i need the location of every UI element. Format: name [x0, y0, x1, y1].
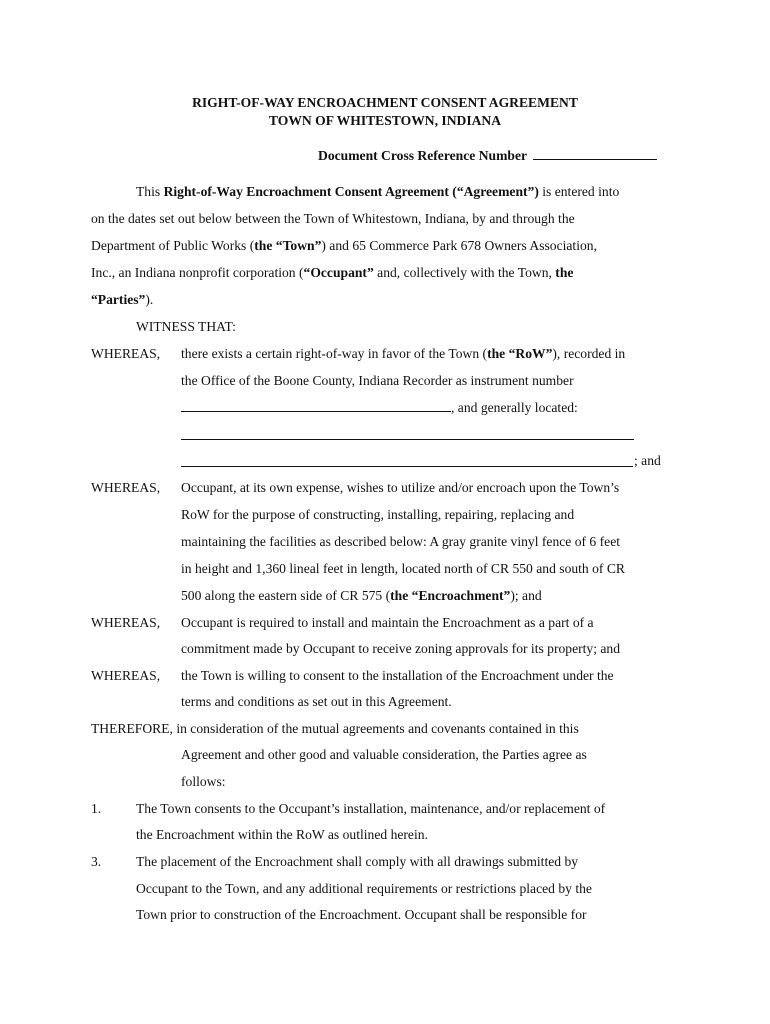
- whereas-2-line-2: RoW for the purpose of constructing, installing, repairing, replacing and: [181, 507, 575, 522]
- therefore-line-1: THEREFORE, in consideration of the mutual agreements and covenants contained in this: [91, 721, 579, 736]
- intro-line-2: on the dates set out below between the Town of Whitestown, Indiana, by and through the: [91, 211, 575, 226]
- whereas-1-line-1: there exists a certain right-of-way in favor of the Town (the “RoW”), recorded in: [181, 346, 626, 361]
- whereas-4-line-2: terms and conditions as set out in this Agreement.: [181, 694, 452, 709]
- whereas-2-line-5: 500 along the eastern side of CR 575 (the “Encroachment”); and: [181, 588, 542, 603]
- whereas-3-line-2: commitment made by Occupant to receive zoning approvals for its property; and: [181, 641, 621, 656]
- instrument-number-blank: [181, 399, 451, 412]
- intro-line-5: “Parties”).: [91, 292, 154, 307]
- item-1-line-2: the Encroachment within the RoW as outlined herein.: [136, 827, 428, 842]
- whereas-1-line-2: the Office of the Boone County, Indiana Recorder as instrument number: [181, 373, 574, 388]
- intro-line-1: This Right-of-Way Encroachment Consent Agreement (“Agreement”) is entered into: [136, 184, 620, 199]
- item-1-number: 1.: [91, 801, 102, 816]
- location-blank-2: [181, 466, 633, 467]
- location-blank-1: [181, 439, 634, 440]
- item-3-line-1: The placement of the Encroachment shall comply with all drawings submitted by: [136, 854, 579, 869]
- therefore-line-3: follows:: [181, 774, 226, 789]
- whereas-1-line-5: ; and: [634, 453, 661, 468]
- item-3-line-3: Town prior to construction of the Encroachment. Occupant shall be responsible for: [136, 907, 587, 922]
- whereas-label-4: WHEREAS,: [91, 668, 161, 683]
- whereas-label-2: WHEREAS,: [91, 480, 161, 495]
- intro-line-3: Department of Public Works (the “Town”) and 65 Commerce Park 678 Owners Association,: [91, 238, 597, 253]
- whereas-4-line-1: the Town is willing to consent to the installation of the Encroachment under the: [181, 668, 614, 683]
- cross-reference: [318, 147, 657, 164]
- whereas-label-1: WHEREAS,: [91, 346, 161, 361]
- intro-line-4: Inc., an Indiana nonprofit corporation (“Occupant” and, collectively with the Town, the: [91, 265, 574, 280]
- whereas-1-line-3: , and generally located:: [181, 399, 578, 416]
- whereas-3-line-1: Occupant is required to install and maintain the Encroachment as a part of a: [181, 615, 594, 630]
- whereas-2-line-3: maintaining the facilities as described below: A gray granite vinyl fence of 6 feet: [181, 534, 621, 549]
- document-title: RIGHT-OF-WAY ENCROACHMENT CONSENT AGREEMENT: [192, 95, 578, 110]
- therefore-line-2: Agreement and other good and valuable consideration, the Parties agree as: [181, 747, 587, 762]
- item-3-line-2: Occupant to the Town, and any additional requirements or restrictions placed by the: [136, 881, 592, 896]
- cross-reference-label: Document Cross Reference Number: [318, 148, 527, 163]
- witness-heading: WITNESS THAT:: [136, 319, 236, 334]
- whereas-2-line-1: Occupant, at its own expense, wishes to utilize and/or encroach upon the Town’s: [181, 480, 620, 495]
- whereas-2-line-4: in height and 1,360 lineal feet in length, located north of CR 550 and south of CR: [181, 561, 625, 576]
- item-1-line-1: The Town consents to the Occupant’s installation, maintenance, and/or replacement of: [136, 801, 606, 816]
- cross-reference-blank: [533, 147, 657, 160]
- whereas-label-3: WHEREAS,: [91, 615, 161, 630]
- document-subtitle: TOWN OF WHITESTOWN, INDIANA: [268, 113, 502, 128]
- item-3-number: 3.: [91, 854, 102, 869]
